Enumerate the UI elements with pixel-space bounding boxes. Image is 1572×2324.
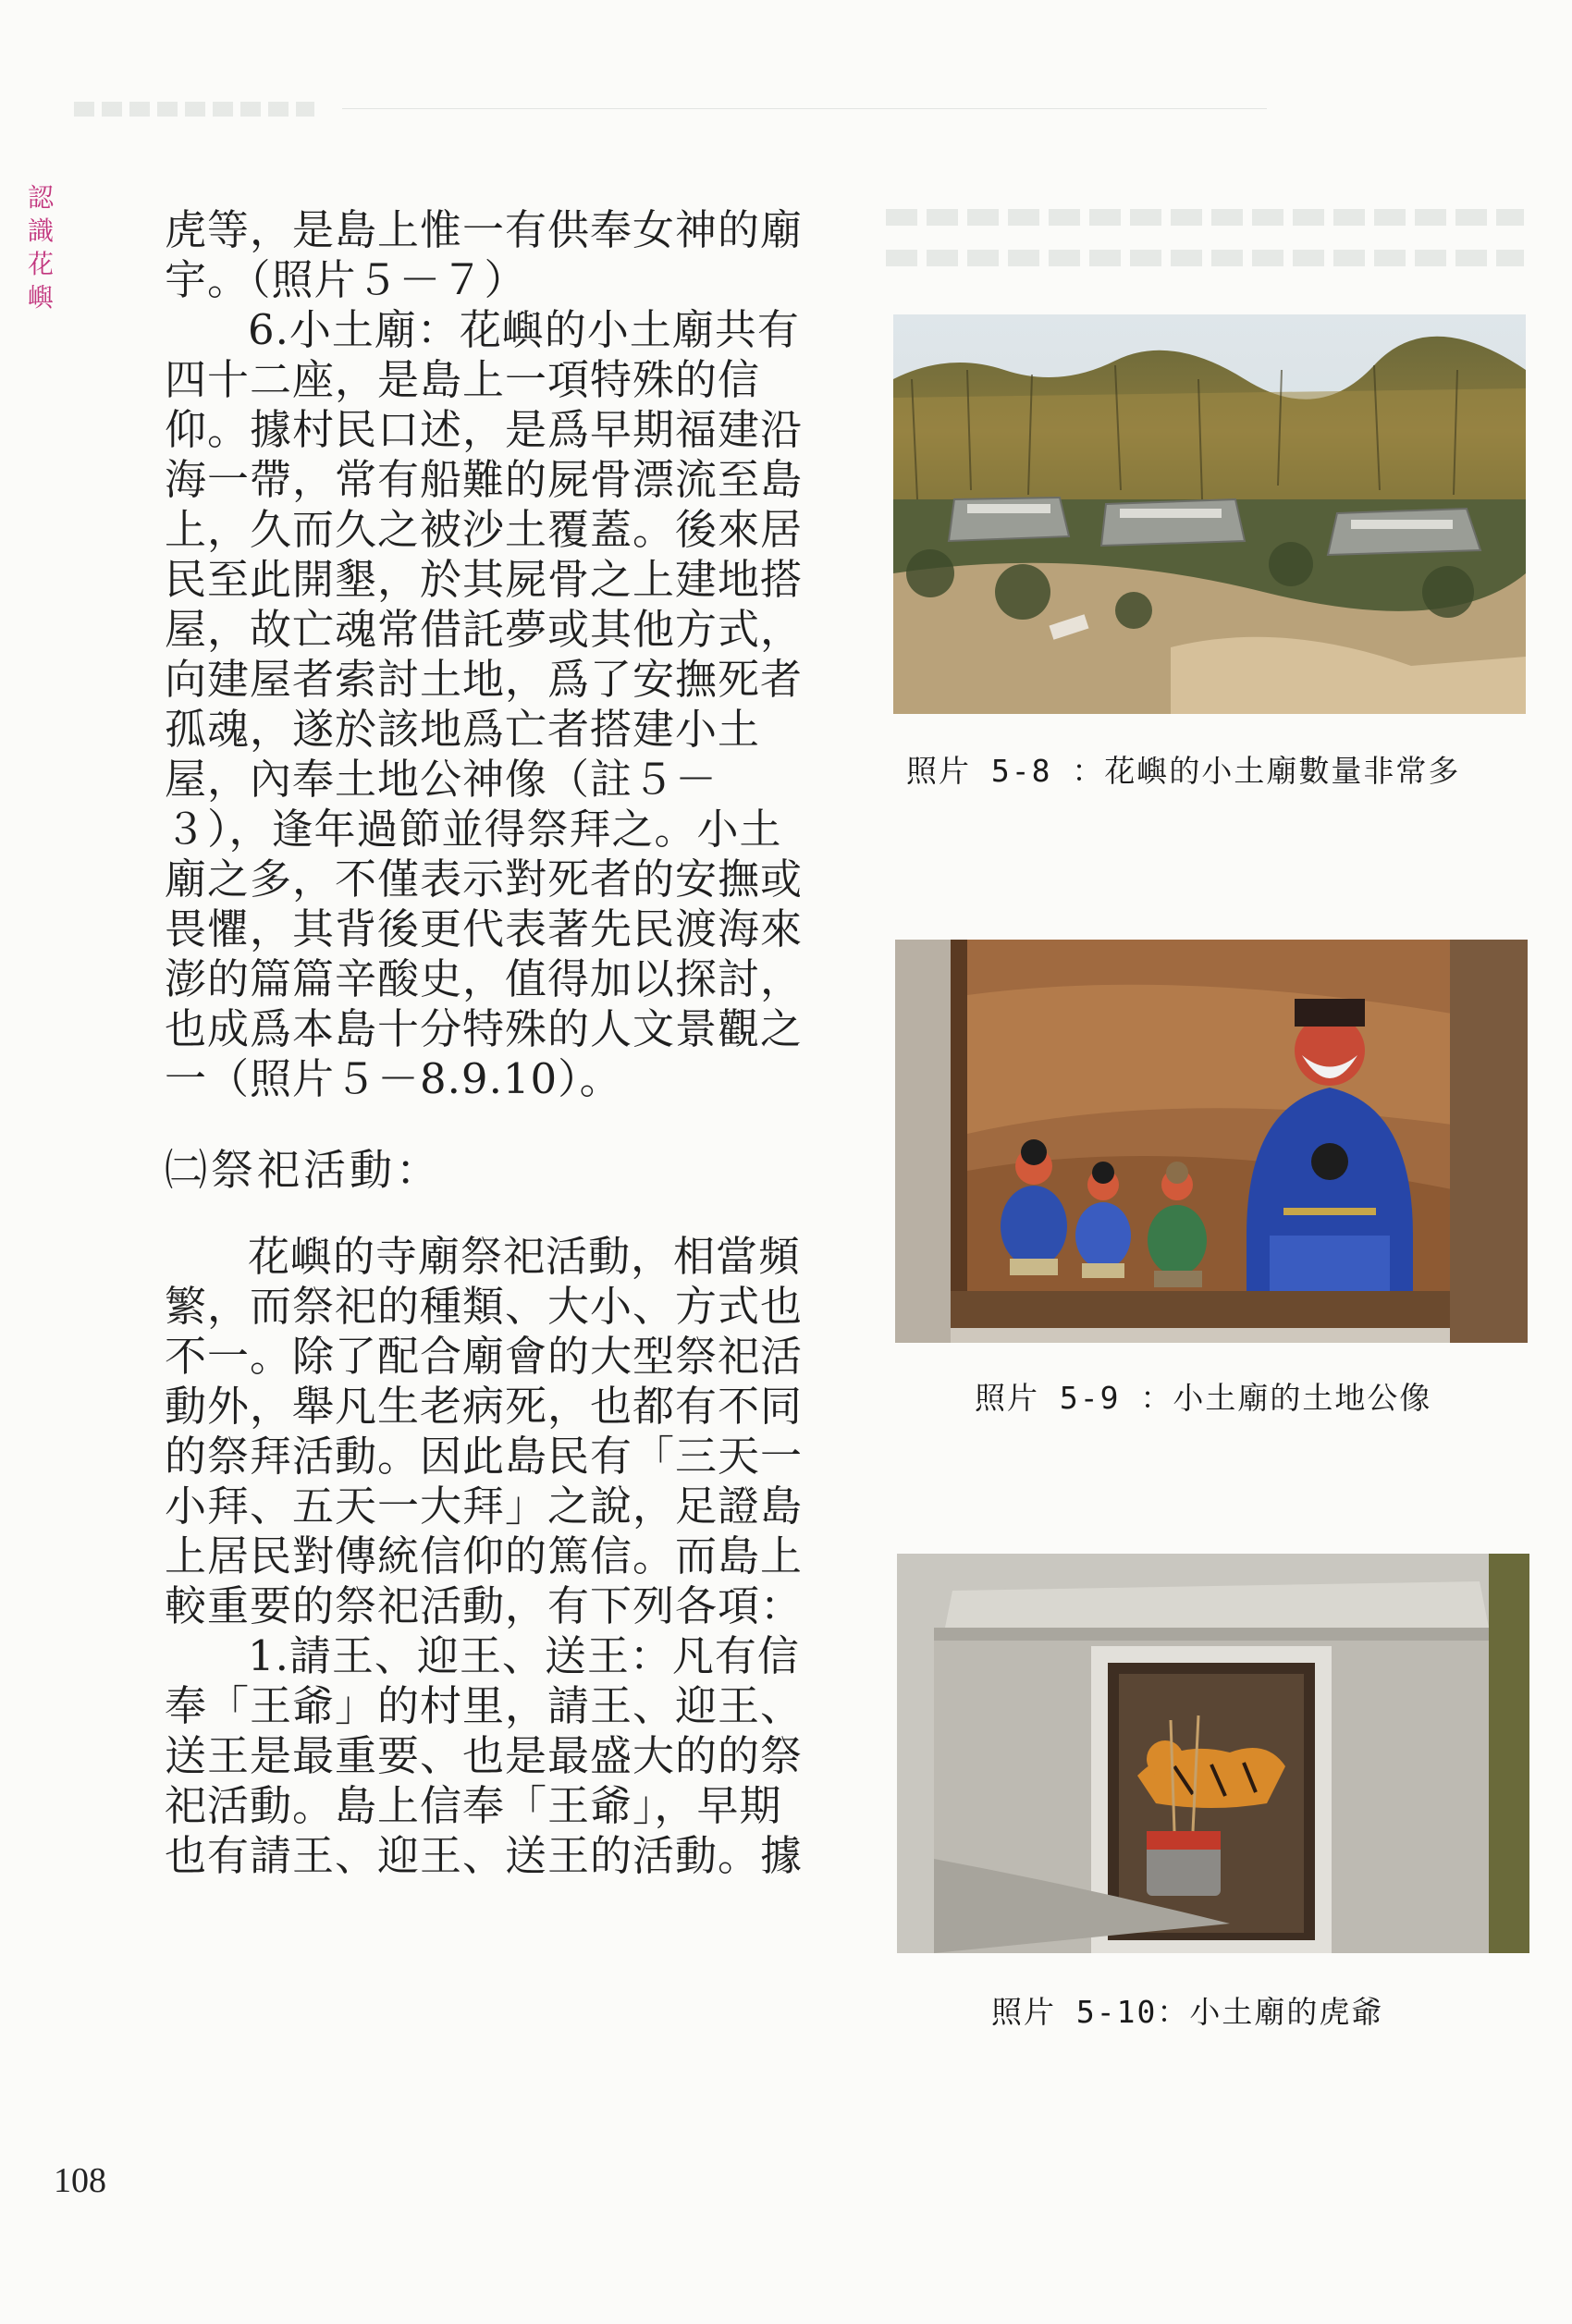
side-tab-char: 花 xyxy=(27,249,54,279)
figure-caption: 照片 5-8 ：花嶼的小土廟數量非常多 xyxy=(906,753,1461,789)
body-text-column xyxy=(165,205,812,1881)
show-through-text xyxy=(886,209,1524,311)
figure-caption: 照片 5-10：小土廟的虎爺 xyxy=(991,1994,1384,2030)
side-tab-char: 識 xyxy=(27,215,54,246)
side-tab-title xyxy=(22,181,59,314)
paragraph-small-temples: 6.小土廟：花嶼的小土廟共有四十二座，是島上一項特殊的信仰。據村民口述，是爲早期福建沿海一帶，常有船難的屍骨漂流至島上，久而久之被沙土覆蓋。後來居民至此開墾，於其屍骨之上建地搭屋，故亡魂常借託夢或其他方式，向建屋者索討土地，爲了安撫死者孤魂，遂於該地爲亡者搭建小土屋，內奉土地公神像（註５－３），逢年過節並得祭拜之。小土廟之多，不僅表示對死者的安撫或畏懼，其背後更代表著先民渡海來澎的篇篇辛酸史，值得加以探討，也成爲本島十分特殊的人文景觀之一（照片５－8.9.10）。 xyxy=(165,305,804,1103)
running-header xyxy=(74,92,1276,120)
paragraph-wangye: 1.請王、迎王、送王：凡有信奉「王爺」的村里，請王、迎王、送王是最重要、也是最盛大的的祭祀活動。島上信奉「王爺」，早期也有請王、迎王、送王的活動。據 xyxy=(165,1631,804,1880)
side-tab-char: 嶼 xyxy=(27,282,54,313)
section-heading: ㈡祭祀活動： xyxy=(165,1145,442,1195)
paragraph: 虎等，是島上惟一有供奉女神的廟宇。（照片５－７） xyxy=(165,205,804,304)
photo-tiger-lord-shrine xyxy=(897,1554,1529,1953)
figure-caption: 照片 5-9 ：小土廟的土地公像 xyxy=(975,1380,1432,1416)
photo-small-temples-field xyxy=(893,314,1526,714)
paragraph-rituals: 花嶼的寺廟祭祀活動，相當頻繁，而祭祀的種類、大小、方式也不一。除了配合廟會的大型祭祀活動外，舉凡生老病死，也都有不同的祭拜活動。因此島民有「三天一小拜、五天一大拜」之說，足證島上居民對傳統信仰的篤信。而島上較重要的祭祀活動，有下列各項： xyxy=(165,1232,804,1630)
page-number: 108 xyxy=(54,2161,106,2200)
figure-5-10 xyxy=(897,1554,1529,2035)
header-rule xyxy=(342,108,1267,109)
figure-5-9 xyxy=(895,940,1528,1420)
side-tab-char: 認 xyxy=(27,182,54,213)
photo-land-god-statues xyxy=(895,940,1528,1343)
figure-5-8 xyxy=(893,314,1526,795)
faded-header-text xyxy=(74,102,314,117)
